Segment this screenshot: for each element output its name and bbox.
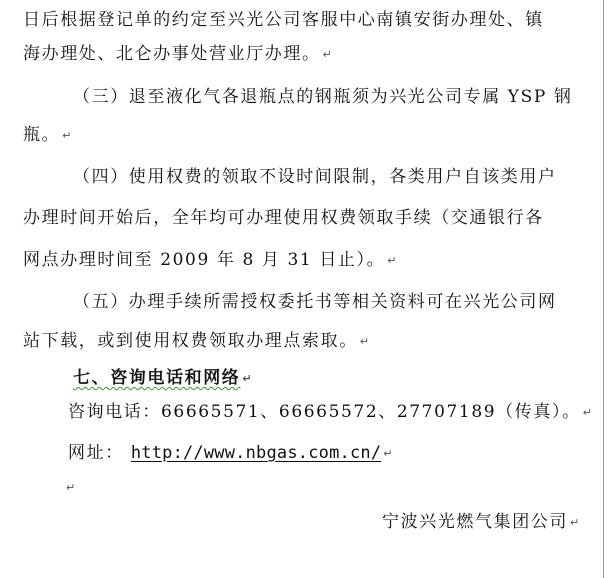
- paragraph-mark-icon: ↵: [387, 254, 397, 267]
- text-line-4: [23, 124, 71, 147]
- phone-line: [68, 401, 592, 424]
- paragraph-mark-icon: ↵: [359, 335, 370, 348]
- paragraph-mark-icon: ↵: [582, 406, 592, 419]
- text-line-6: [23, 207, 544, 229]
- text-line-1: [23, 9, 544, 31]
- signature-line: [382, 511, 579, 534]
- text: 瓶。: [23, 125, 61, 145]
- text-line-3: [73, 86, 573, 108]
- section-heading: [73, 367, 252, 390]
- page-margin-line: [603, 0, 604, 578]
- text-line-2: [23, 43, 332, 66]
- signature: 宁波兴光燃气集团公司: [382, 512, 568, 532]
- paragraph-mark-icon: ↵: [62, 129, 72, 142]
- phone-numbers: 66665571、66665572、27707189（传真）。: [161, 402, 581, 422]
- phone-label: 咨询电话：: [68, 402, 161, 422]
- text-line-8: [73, 291, 557, 313]
- heading-text: 七、咨询电话和网络: [73, 368, 241, 388]
- web-label: 网址：: [68, 443, 124, 463]
- text: 站下载，或到使用权费领取办理点索取。: [23, 331, 358, 351]
- paragraph-mark-icon: ↵: [66, 481, 76, 494]
- web-line: [68, 442, 392, 465]
- text-line-7: [23, 249, 396, 272]
- text: 日后根据登记单的约定至兴光公司客服中心南镇安街办理处、镇: [23, 10, 544, 30]
- text: （四）使用权费的领取不设时间限制，各类用户自该类用户: [73, 167, 557, 187]
- text-line-5: [73, 166, 557, 188]
- website-link[interactable]: http://www.nbgas.com.cn/: [130, 443, 382, 463]
- text: （三）退至液化气各退瓶点的钢瓶须为兴光公司专属 YSP 钢: [73, 87, 573, 107]
- paragraph-mark-icon: ↵: [383, 447, 393, 460]
- text: 网点办理时间至 2009 年 8 月 31 日止）。: [23, 250, 386, 270]
- text: 海办理处、北仑办事处营业厅办理。: [23, 44, 321, 64]
- text: 办理时间开始后，全年均可办理使用权费领取手续（交通银行各: [23, 208, 544, 228]
- text-line-9: [23, 330, 369, 353]
- text: （五）办理手续所需授权委托书等相关资料可在兴光公司网: [73, 292, 557, 312]
- paragraph-mark-icon: ↵: [242, 372, 252, 385]
- paragraph-mark-icon: ↵: [570, 516, 580, 529]
- paragraph-mark-icon: ↵: [322, 48, 332, 61]
